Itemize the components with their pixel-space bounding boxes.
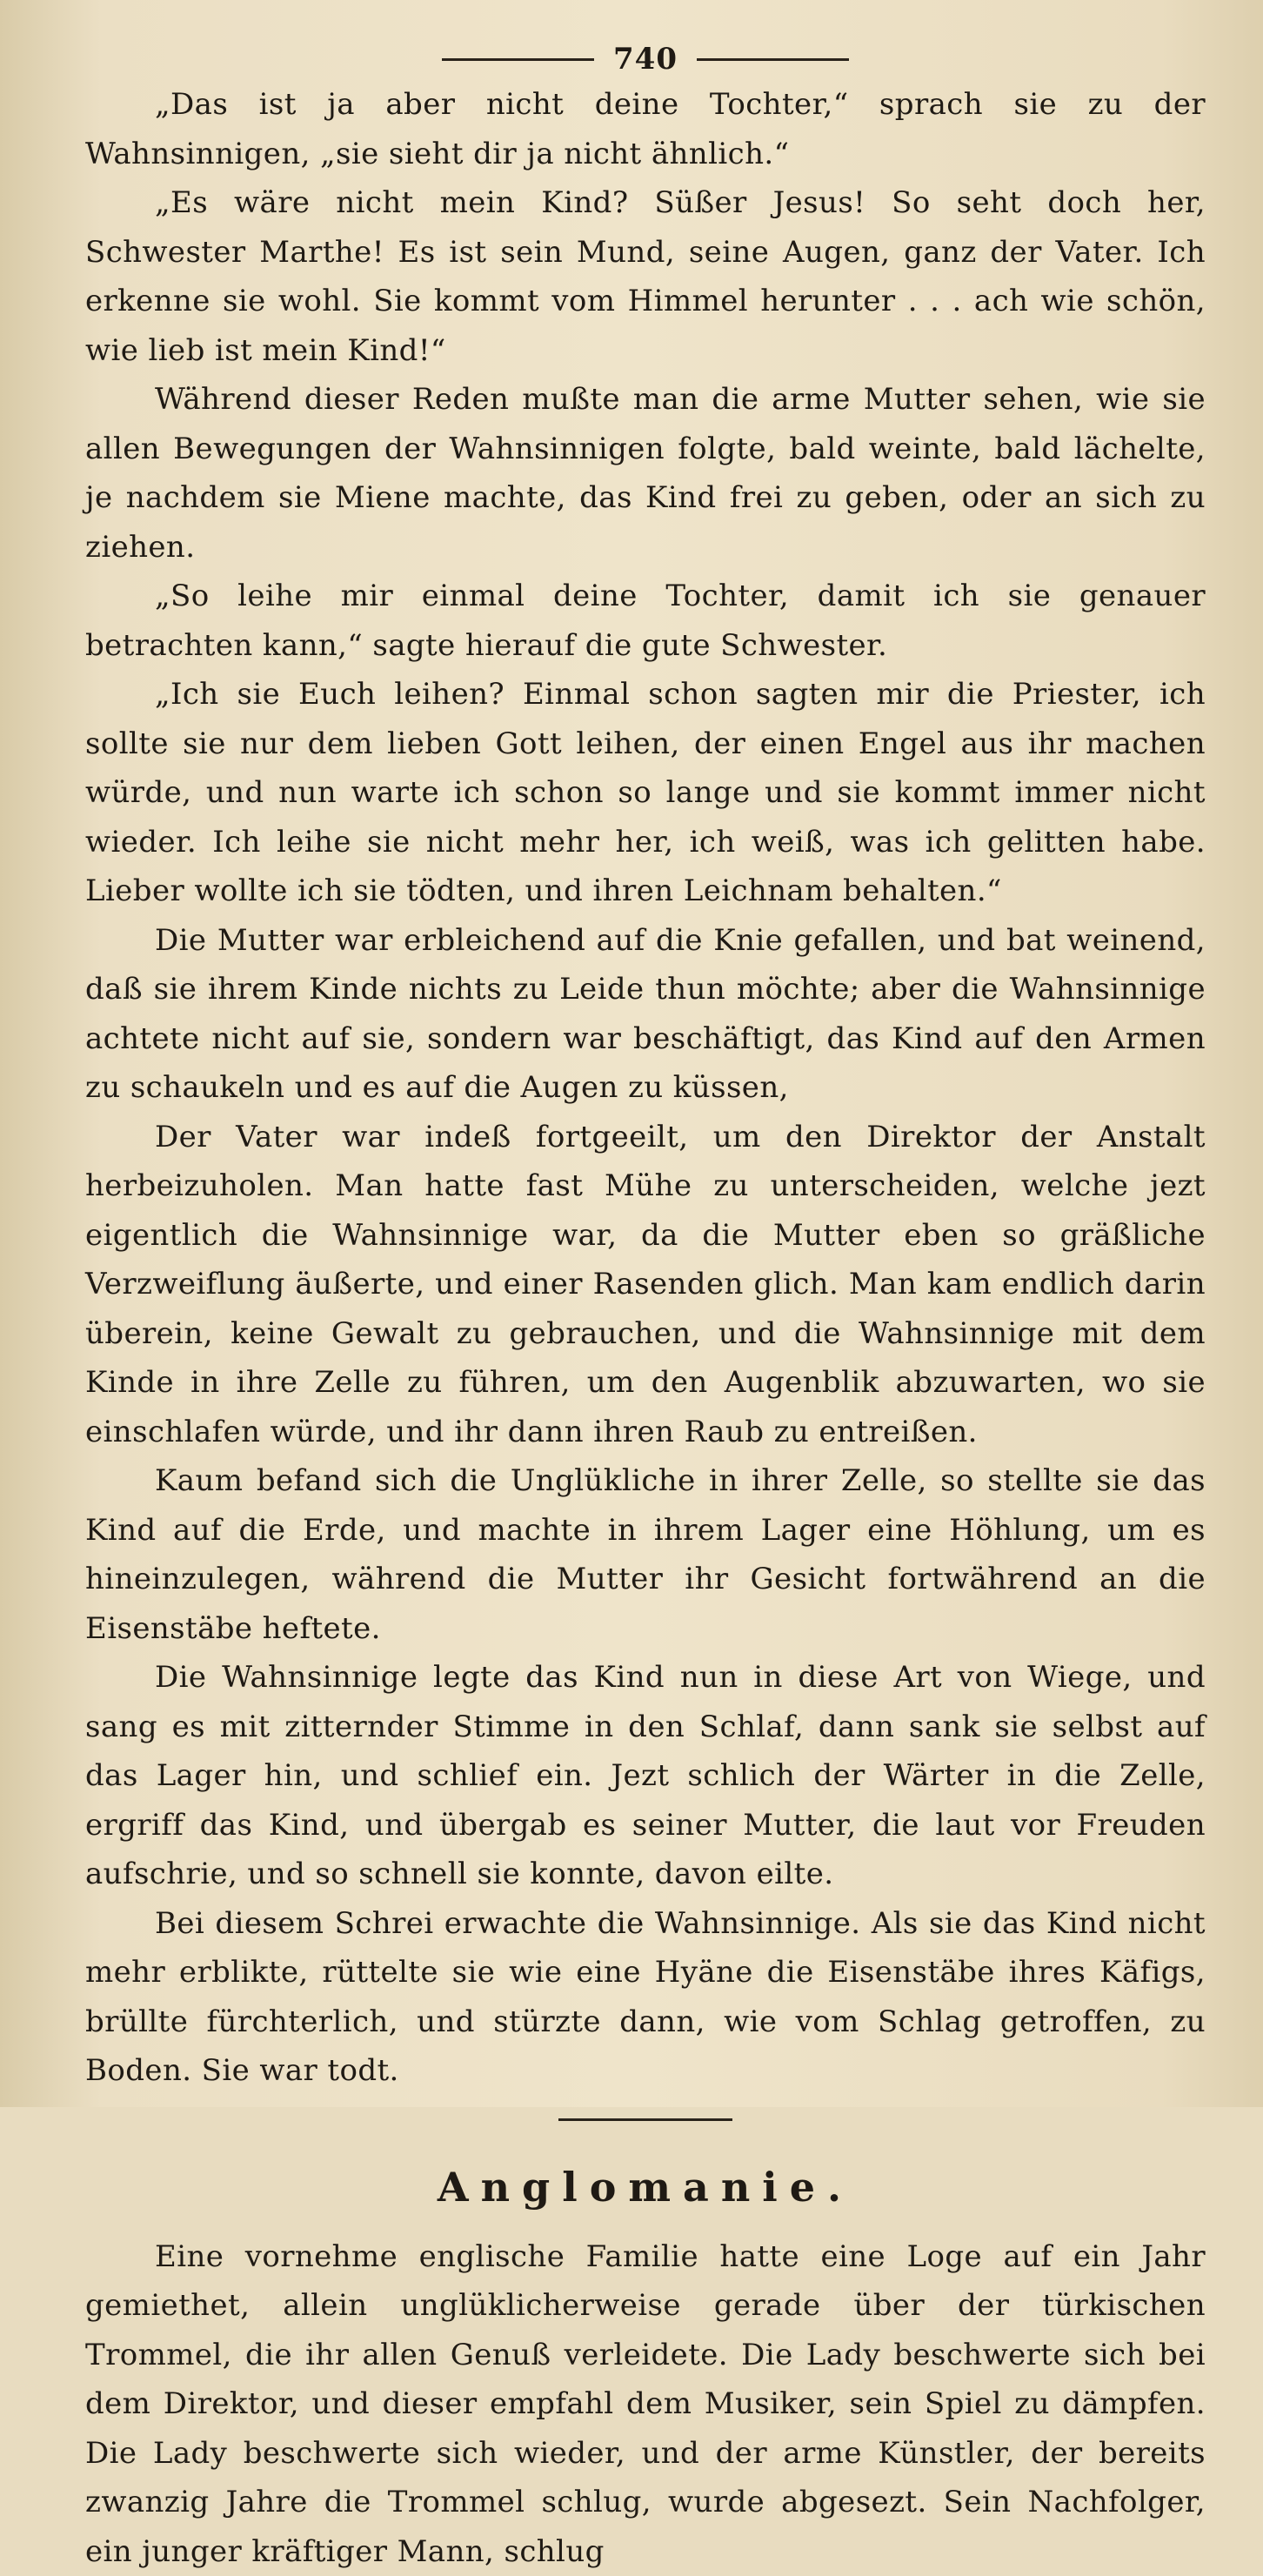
section-title: Anglomanie.	[85, 2159, 1206, 2215]
section-text	[85, 2232, 1206, 2576]
paragraph: Bei diesem Schrei erwachte die Wahnsinnige. Als sie das Kind nicht mehr erblikte, rüttelte sie wie eine Hyäne die Eisenstäbe ihres Käfigs, brüllte fürchterlich, und stürzte dann, wie vom Schlag getroffen, zu Boden. Sie war todt.	[85, 1899, 1206, 2096]
page-number: 740	[613, 42, 678, 77]
paragraph: „Ich sie Euch leihen? Einmal schon sagten mir die Priester, ich sollte sie nur dem lieben Gott leihen, der einen Engel aus ihr machen würde, und nun warte ich schon so lange und sie kommt immer nicht wieder. Ich leihe sie nicht mehr her, ich weiß, was ich gelitten habe. Lieber wollte ich sie tödten, und ihren Leichnam behalten.“	[85, 670, 1206, 916]
paragraph: „So leihe mir einmal deine Tochter, damit ich sie genauer betrachten kann,“ sagte hierauf die gute Schwester.	[85, 572, 1206, 670]
header-rule-right	[697, 58, 849, 61]
page-header	[85, 38, 1206, 80]
story-text	[85, 80, 1206, 2096]
paragraph: Während dieser Reden mußte man die arme Mutter sehen, wie sie allen Bewegungen der Wahnsinnigen folgte, bald weinte, bald lächelte, je nachdem sie Miene machte, das Kind frei zu geben, oder an sich zu ziehen.	[85, 375, 1206, 572]
paragraph: „Das ist ja aber nicht deine Tochter,“ sprach sie zu der Wahnsinnigen, „sie sieht dir ja nicht ähnlich.“	[85, 80, 1206, 178]
paragraph: Kaum befand sich die Unglükliche in ihrer Zelle, so stellte sie das Kind auf die Erde, und machte in ihrem Lager eine Höhlung, um es hineinzulegen, während die Mutter ihr Gesicht fortwährend an die Eisenstäbe heftete.	[85, 1456, 1206, 1653]
paragraph: „Es wäre nicht mein Kind? Süßer Jesus! So seht doch her, Schwester Marthe! Es ist sein Mund, seine Augen, ganz der Vater. Ich erkenne sie wohl. Sie kommt vom Himmel herunter . . . ach wie schön, wie lieb ist mein Kind!“	[85, 178, 1206, 375]
paragraph: Die Wahnsinnige legte das Kind nun in diese Art von Wiege, und sang es mit zitternder Stimme in den Schlaf, dann sank sie selbst auf das Lager hin, und schlief ein. Jezt schlich der Wärter in die Zelle, ergriff das Kind, und übergab es seiner Mutter, die laut vor Freuden aufschrie, und so schnell sie konnte, davon eilte.	[85, 1653, 1206, 1899]
paragraph: Der Vater war indeß fortgeeilt, um den Direktor der Anstalt herbeizuholen. Man hatte fast Mühe zu unterscheiden, welche jezt eigentlich die Wahnsinnige war, da die Mutter eben so gräßliche Verzweiflung äußerte, und einer Rasenden glich. Man kam endlich darin überein, keine Gewalt zu gebrauchen, und die Wahnsinnige mit dem Kinde in ihre Zelle zu führen, um den Augenblik abzuwarten, wo sie einschlafen würde, und ihr dann ihren Raub zu entreißen.	[85, 1113, 1206, 1457]
section-separator	[558, 2118, 732, 2121]
paragraph: Die Mutter war erbleichend auf die Knie gefallen, und bat weinend, daß sie ihrem Kinde nichts zu Leide thun möchte; aber die Wahnsinnige achtete nicht auf sie, sondern war beschäftigt, das Kind auf den Armen zu schaukeln und es auf die Augen zu küssen,	[85, 916, 1206, 1113]
header-rule-left	[442, 58, 594, 61]
paragraph: Eine vornehme englische Familie hatte eine Loge auf ein Jahr gemiethet, allein unglüklicherweise gerade über der türkischen Trommel, die ihr allen Genuß verleidete. Die Lady beschwerte sich bei dem Direktor, und dieser empfahl dem Musiker, sein Spiel zu dämpfen. Die Lady beschwerte sich wieder, und der arme Künstler, der bereits zwanzig Jahre die Trommel schlug, wurde abgesezt. Sein Nachfolger, ein junger kräftiger Mann, schlug	[85, 2232, 1206, 2576]
